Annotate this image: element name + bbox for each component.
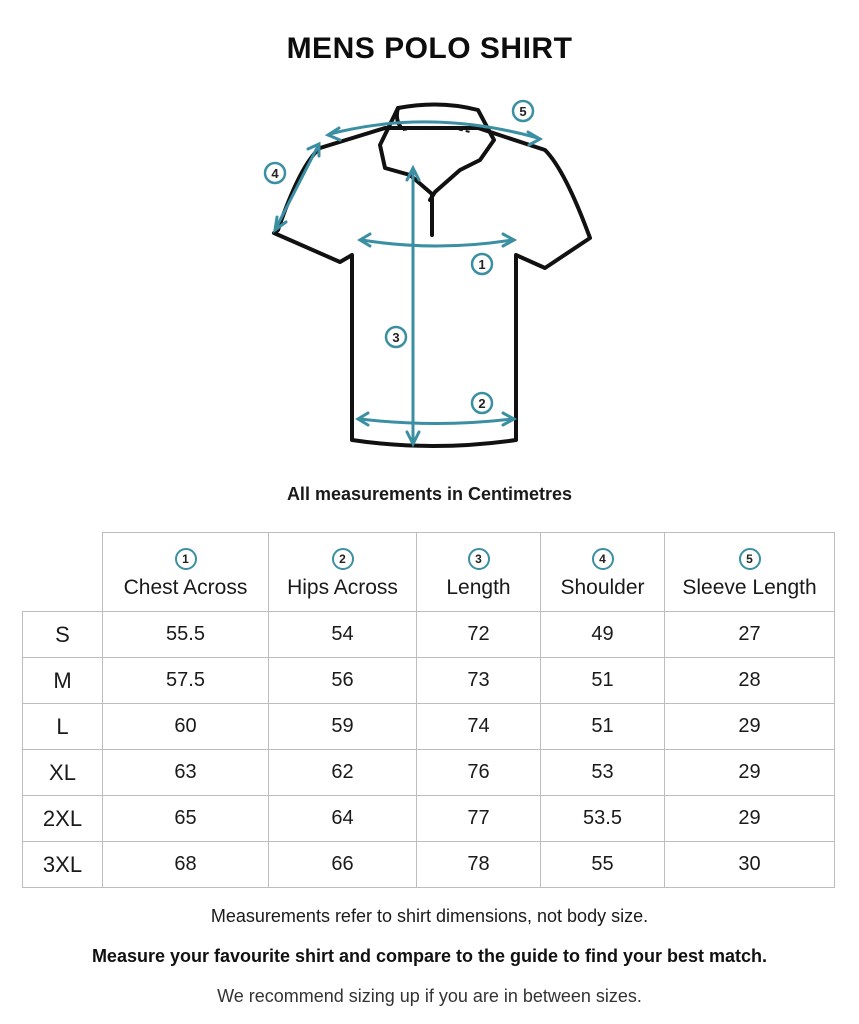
marker-5-label: 5 xyxy=(519,104,527,119)
header-label: Length xyxy=(446,575,511,599)
size-label: L xyxy=(23,704,103,750)
table-cell: 68 xyxy=(103,842,269,888)
header-hips-across xyxy=(269,533,417,612)
table-cell: 72 xyxy=(417,612,541,658)
header-shoulder xyxy=(541,533,665,612)
size-label: 2XL xyxy=(23,796,103,842)
table-cell: 60 xyxy=(103,704,269,750)
table-cell: 51 xyxy=(541,704,665,750)
marker-3-label: 3 xyxy=(392,330,400,345)
table-cell: 28 xyxy=(665,658,835,704)
header-num-1: 1 xyxy=(175,548,197,570)
table-cell: 29 xyxy=(665,704,835,750)
polo-shirt-diagram xyxy=(0,90,859,470)
size-chart-table xyxy=(22,532,835,888)
table-cell: 30 xyxy=(665,842,835,888)
note-sizing-up: We recommend sizing up if you are in between sizes. xyxy=(217,986,642,1006)
header-corner xyxy=(23,533,103,612)
marker-3 xyxy=(386,327,406,347)
table-cell: 66 xyxy=(269,842,417,888)
page-title: MENS POLO SHIRT xyxy=(286,32,573,65)
table-cell: 64 xyxy=(269,796,417,842)
table-cell: 76 xyxy=(417,750,541,796)
shirt-outline xyxy=(274,104,590,446)
table-cell: 73 xyxy=(417,658,541,704)
table-cell: 65 xyxy=(103,796,269,842)
note-shirt-dimensions: Measurements refer to shirt dimensions, not body size. xyxy=(210,906,649,926)
size-label: M xyxy=(23,658,103,704)
size-label: XL xyxy=(23,750,103,796)
table-cell: 55 xyxy=(541,842,665,888)
header-sleeve-length xyxy=(665,533,835,612)
table-cell: 78 xyxy=(417,842,541,888)
header-label: Sleeve Length xyxy=(682,575,817,599)
table-cell: 74 xyxy=(417,704,541,750)
header-num-5: 5 xyxy=(739,548,761,570)
table-row xyxy=(23,658,835,704)
table-cell: 53.5 xyxy=(541,796,665,842)
table-cell: 27 xyxy=(665,612,835,658)
table-cell: 56 xyxy=(269,658,417,704)
table-cell: 55.5 xyxy=(103,612,269,658)
header-num-3: 3 xyxy=(468,548,490,570)
table-cell: 57.5 xyxy=(103,658,269,704)
marker-5 xyxy=(513,101,533,121)
header-label: Shoulder xyxy=(560,575,645,599)
header-label: Hips Across xyxy=(287,575,398,599)
table-header-row xyxy=(23,533,835,612)
marker-1-label: 1 xyxy=(478,257,486,272)
marker-2 xyxy=(472,393,492,413)
size-label: S xyxy=(23,612,103,658)
header-length xyxy=(417,533,541,612)
table-cell: 77 xyxy=(417,796,541,842)
marker-4-label: 4 xyxy=(271,166,279,181)
table-cell: 29 xyxy=(665,796,835,842)
header-num-2: 2 xyxy=(332,548,354,570)
table-row xyxy=(23,612,835,658)
table-cell: 54 xyxy=(269,612,417,658)
table-cell: 51 xyxy=(541,658,665,704)
size-label: 3XL xyxy=(23,842,103,888)
table-row xyxy=(23,750,835,796)
table-cell: 62 xyxy=(269,750,417,796)
header-chest-across xyxy=(103,533,269,612)
table-cell: 49 xyxy=(541,612,665,658)
units-note: All measurements in Centimetres xyxy=(286,484,573,504)
table-cell: 59 xyxy=(269,704,417,750)
header-num-4: 4 xyxy=(592,548,614,570)
header-label: Chest Across xyxy=(123,575,248,599)
table-row xyxy=(23,704,835,750)
table-cell: 53 xyxy=(541,750,665,796)
note-measure-favourite: Measure your favourite shirt and compare to the guide to find your best match. xyxy=(91,946,768,966)
table-cell: 29 xyxy=(665,750,835,796)
table-row xyxy=(23,796,835,842)
measurement-lines xyxy=(275,122,540,444)
marker-2-label: 2 xyxy=(478,396,486,411)
table-cell: 63 xyxy=(103,750,269,796)
marker-4 xyxy=(265,163,285,183)
marker-1 xyxy=(472,254,492,274)
table-row xyxy=(23,842,835,888)
